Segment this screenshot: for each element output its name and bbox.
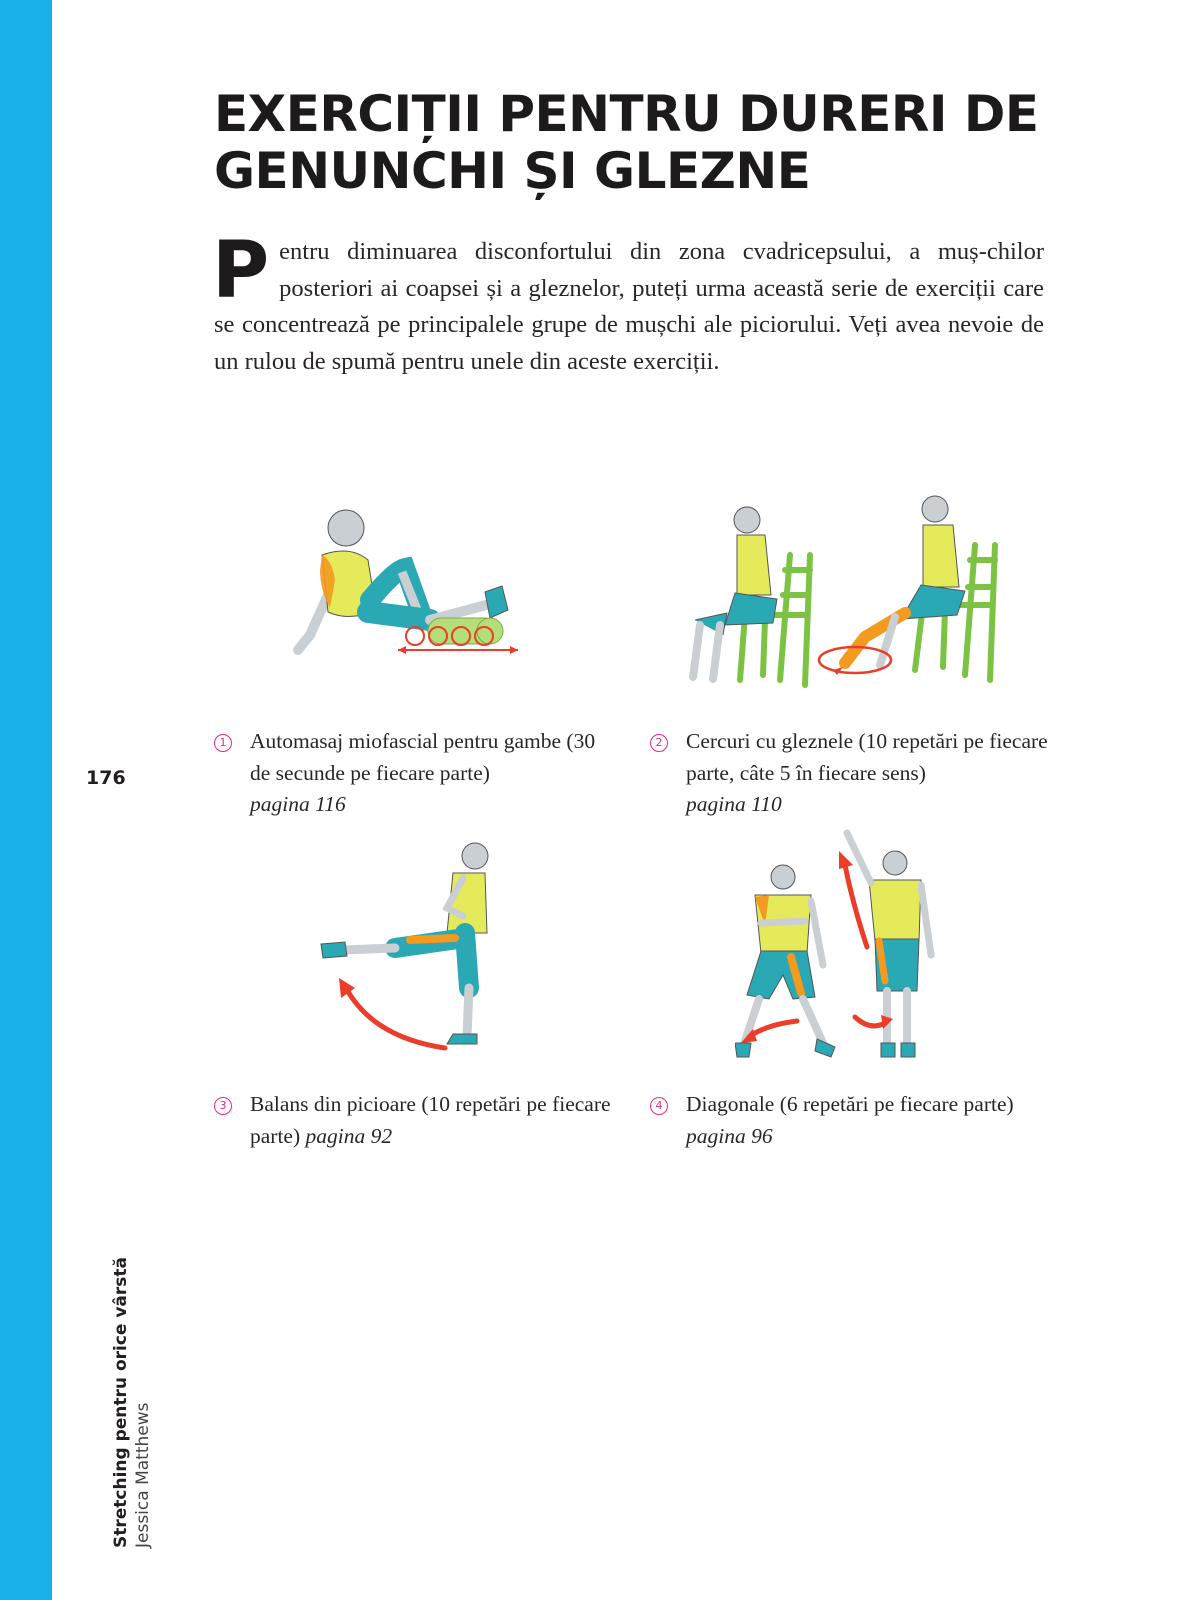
running-footer xyxy=(110,1248,154,1548)
intro-paragraph xyxy=(212,226,1044,380)
page-title xyxy=(214,86,1094,200)
book-author: Jessica Matthews xyxy=(133,1402,153,1548)
exercise-2-illustration xyxy=(665,495,1015,695)
exercise-text: Cercuri cu gleznele (10 repetări pe fiecare parte, câte 5 în fiecare sens) xyxy=(686,729,1048,785)
exercise-number: 3 xyxy=(214,1097,232,1115)
exercise-3-illustration xyxy=(315,838,515,1073)
exercise-number: 1 xyxy=(214,734,232,752)
title-line-2: GENUNCHI ȘI GLEZNE xyxy=(214,142,811,200)
exercise-page-ref: pagina 110 xyxy=(686,792,782,816)
book-title: Stretching pentru orice vârstă xyxy=(111,1256,131,1548)
exercise-page-ref: pagina 92 xyxy=(305,1123,393,1148)
drop-cap: P xyxy=(212,226,270,316)
exercise-text: Balans din picioare (10 repetări pe fiecare parte) xyxy=(250,1092,611,1148)
exercise-item-4 xyxy=(650,1089,1030,1152)
exercise-item-1 xyxy=(214,726,614,821)
title-line-1: EXERCIȚII PENTRU DURERI DE xyxy=(214,85,1039,143)
exercise-page-ref: pagina 116 xyxy=(250,792,346,816)
page-number: 176 xyxy=(86,767,126,789)
exercise-number: 2 xyxy=(650,734,668,752)
exercise-text: Diagonale (6 repetări pe fiecare parte) xyxy=(686,1092,1014,1116)
exercise-item-2 xyxy=(650,726,1050,821)
exercise-page-ref: pagina 96 xyxy=(686,1123,773,1148)
sidebar-band xyxy=(0,0,52,1600)
exercise-text: Automasaj miofascial pentru gambe (30 de secunde pe fiecare parte) xyxy=(250,729,596,785)
exercise-number: 4 xyxy=(650,1097,668,1115)
exercise-1-illustration xyxy=(280,500,550,685)
exercise-item-3 xyxy=(214,1089,614,1152)
exercise-4-illustration xyxy=(735,825,955,1085)
intro-text: entru diminuarea disconfortului din zona cvadricepsului, a muș-chilor posteriori ai coapsei și a gleznelor, puteți urma această serie de exerciții care se concentrează pe principalele grupe de mușchi ale piciorului. Veți avea nevoie de un rulou de spumă pentru unele din aceste exerciții. xyxy=(214,238,1044,375)
